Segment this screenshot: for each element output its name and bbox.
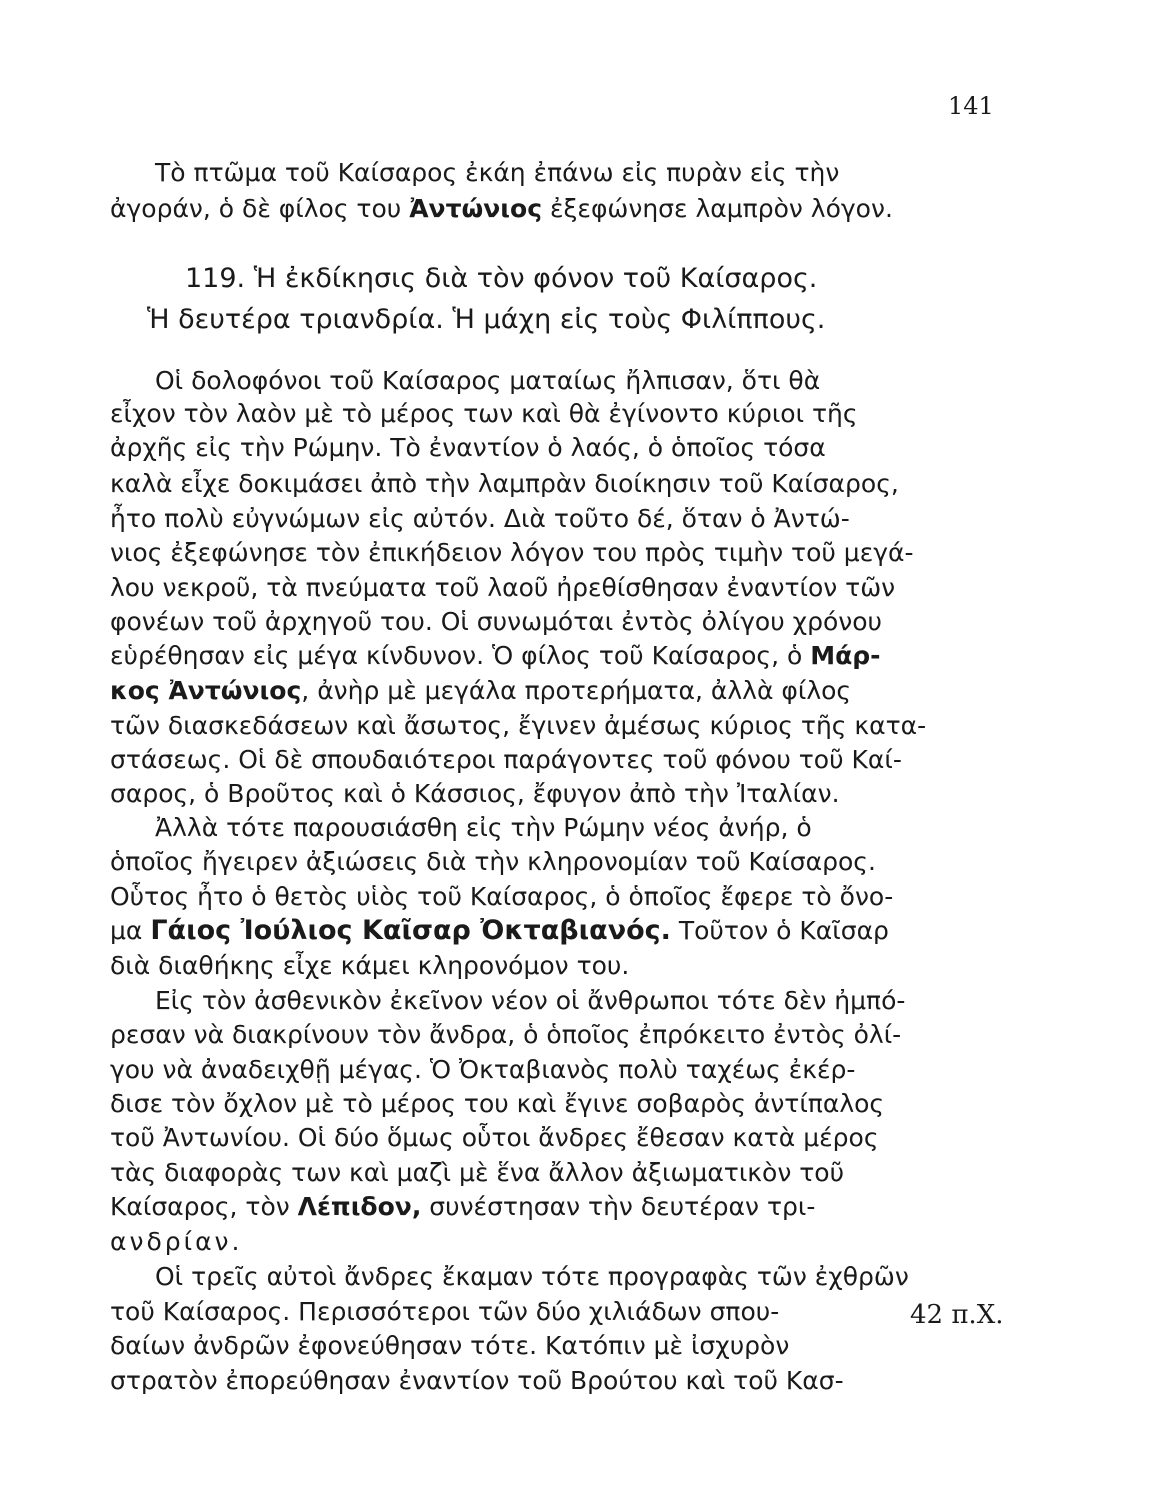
margin-date-note: 42 π.Χ. xyxy=(910,1300,1004,1330)
text-line: στάσεως. Οἱ δὲ σπουδαιότεροι παράγοντες τοῦ φόνου τοῦ Καί- xyxy=(110,745,902,774)
text-line: φονέων τοῦ ἀρχηγοῦ του. Οἱ συνωμόται ἐντὸς ὀλίγου χρόνου xyxy=(110,607,882,636)
text-line: διὰ διαθήκης εἶχε κάμει κληρονόμον του. xyxy=(110,951,630,980)
text-line: τῶν διασκεδάσεων καὶ ἄσωτος, ἔγινεν ἀμέσως κύριος τῆς κατα- xyxy=(110,711,927,740)
text-span: ἀγοράν, ὁ δὲ φίλος του xyxy=(110,194,410,223)
text-span: Τὸ πτῶμα τοῦ Καίσαρος ἐκάη ἐπάνω εἰς πυρὰν εἰς τὴν xyxy=(155,158,840,187)
bold-name: Λέπιδον, xyxy=(297,1192,422,1221)
text-line: ανδρίαν. xyxy=(110,1227,243,1256)
text-line: Εἰς τὸν ἀσθενικὸν ἐκεῖνον νέον οἱ ἄνθρωποι τότε δὲν ἠμπό- xyxy=(155,986,906,1015)
text-line: μα Γάιος Ἰούλιος Καῖσαρ Ὀκταβιανός. Τοῦτον ὁ Καῖσαρ xyxy=(110,915,889,946)
text-line: ἦτο πολὺ εὐγνώμων εἰς αὐτόν. Διὰ τοῦτο δέ, ὅταν ὁ Ἀντώ- xyxy=(110,504,850,533)
text-line: Καίσαρος, τὸν Λέπιδον, συνέστησαν τὴν δευτέραν τρι- xyxy=(110,1192,816,1221)
text-line xyxy=(155,157,839,189)
text-span: ἐξεφώνησε λαμπρὸν λόγον. xyxy=(542,194,893,223)
text-line: γου νὰ ἀναδειχθῇ μέγας. Ὁ Ὀκταβιανὸς πολὺ ταχέως ἐκέρ- xyxy=(110,1055,856,1084)
text-line: δισε τὸν ὄχλον μὲ τὸ μέρος του καὶ ἔγινε σοβαρὸς ἀντίπαλος xyxy=(110,1089,885,1118)
bold-name: Γάιος Ἰούλιος Καῖσαρ Ὀκταβιανός. xyxy=(150,915,671,946)
section-heading-line-1: 119. Ἡ ἐκδίκησις διὰ τὸν φόνον τοῦ Καίσαρος. xyxy=(185,263,818,294)
section-heading-line-2: Ἡ δευτέρα τριανδρία. Ἡ μάχη εἰς τοὺς Φιλίππους. xyxy=(147,304,826,335)
text-line: κος Ἀντώνιος, ἀνὴρ μὲ μεγάλα προτερήματα, ἀλλὰ φίλος xyxy=(110,676,852,705)
text-line: ρεσαν νὰ διακρίνουν τὸν ἄνδρα, ὁ ὁποῖος ἐπρόκειτο ἐντὸς ὀλί- xyxy=(110,1020,902,1049)
text-line: τοῦ Ἀντωνίου. Οἱ δύο ὅμως οὗτοι ἄνδρες ἔθεσαν κατὰ μέρος xyxy=(110,1123,879,1152)
text-line: στρατὸν ἐπορεύθησαν ἐναντίον τοῦ Βρούτου καὶ τοῦ Κασ- xyxy=(110,1366,844,1395)
bold-name: κος Ἀντώνιος xyxy=(110,676,302,705)
text-line: εὑρέθησαν εἰς μέγα κίνδυνον. Ὁ φίλος τοῦ Καίσαρος, ὁ Μάρ- xyxy=(110,641,881,670)
text-line: ὁποῖος ἤγειρεν ἀξιώσεις διὰ τὴν κληρονομίαν τοῦ Καίσαρος. xyxy=(110,847,876,876)
text-line: τὰς διαφορὰς των καὶ μαζὶ μὲ ἕνα ἄλλον ἀξιωματικὸν τοῦ xyxy=(110,1158,845,1187)
page-number: 141 xyxy=(948,92,994,120)
text-line: καλὰ εἶχε δοκιμάσει ἀπὸ τὴν λαμπρὰν διοίκησιν τοῦ Καίσαρος, xyxy=(110,469,899,498)
bold-name: Ἀντώνιος xyxy=(409,194,543,223)
text-line: τοῦ Καίσαρος. Περισσότεροι τῶν δύο χιλιάδων σπου- xyxy=(110,1297,780,1326)
text-line: Ἀλλὰ τότε παρουσιάσθη εἰς τὴν Ρώμην νέος ἀνήρ, ὁ xyxy=(155,813,812,842)
text-line: Οἱ δολοφόνοι τοῦ Καίσαρος ματαίως ἤλπισαν, ὅτι θὰ xyxy=(155,366,821,395)
text-line: ἀρχῆς εἰς τὴν Ρώμην. Τὸ ἐναντίον ὁ λαός, ὁ ὁποῖος τόσα xyxy=(110,433,826,462)
text-line: λου νεκροῦ, τὰ πνεύματα τοῦ λαοῦ ἠρεθίσθησαν ἐναντίον τῶν xyxy=(110,573,896,602)
text-line: νιος ἐξεφώνησε τὸν ἐπικήδειον λόγον του πρὸς τιμὴν τοῦ μεγά- xyxy=(110,538,914,567)
text-line: σαρος, ὁ Βροῦτος καὶ ὁ Κάσσιος, ἔφυγον ἀπὸ τὴν Ἰταλίαν. xyxy=(110,779,840,808)
text-line xyxy=(110,193,893,225)
text-line: Οἱ τρεῖς αὐτοὶ ἄνδρες ἔκαμαν τότε προγραφὰς τῶν ἐχθρῶν xyxy=(155,1262,909,1291)
bold-name: Μάρ- xyxy=(810,641,881,670)
text-line: εἶχον τὸν λαὸν μὲ τὸ μέρος των καὶ θὰ ἐγίνοντο κύριοι τῆς xyxy=(110,399,858,428)
text-line: Οὗτος ἦτο ὁ θετὸς υἱὸς τοῦ Καίσαρος, ὁ ὁποῖος ἔφερε τὸ ὄνο- xyxy=(110,882,894,911)
text-line: δαίων ἀνδρῶν ἐφονεύθησαν τότε. Κατόπιν μὲ ἰσχυρὸν xyxy=(110,1331,790,1360)
